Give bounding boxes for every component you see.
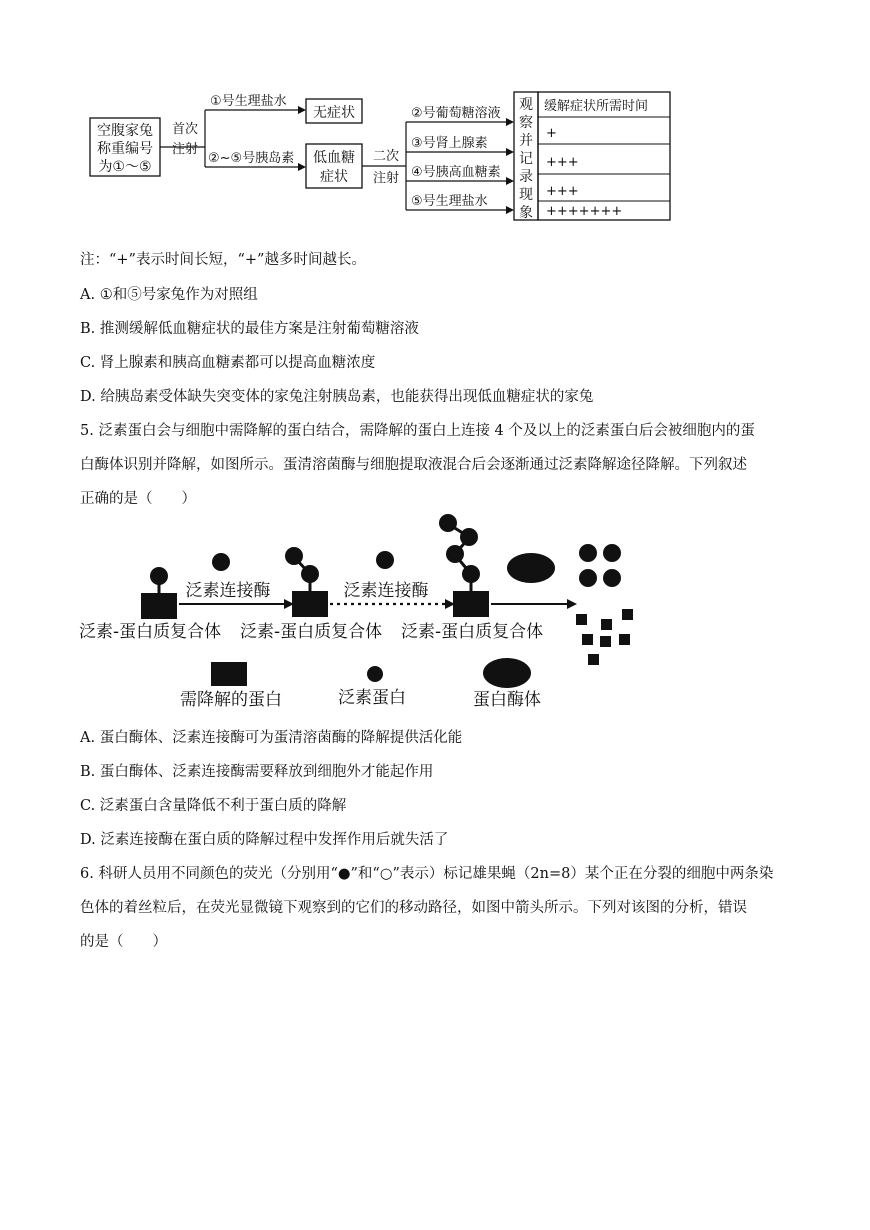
observe-6: 现 bbox=[519, 187, 533, 203]
q5-stem-line-2: 白酶体识别并降解，如图所示。蛋清溶菌酶与细胞提取液混合后会逐渐通过泛素降解途径降解。下列叙述 bbox=[80, 457, 747, 473]
second-inject-2: 注射 bbox=[372, 171, 400, 186]
ubiquitin-1a bbox=[150, 567, 168, 585]
experiment-flowchart bbox=[0, 0, 870, 240]
legend-protein-square bbox=[211, 662, 247, 686]
observe-2: 察 bbox=[519, 115, 533, 131]
q5-stem-line-3: 正确的是（ ） bbox=[80, 491, 196, 507]
observe-4: 记 bbox=[519, 151, 533, 167]
ubiquitin-3d bbox=[439, 514, 457, 532]
branch2-result-1: 低血糖 bbox=[313, 150, 355, 166]
legend-proteasome-label: 蛋白酶体 bbox=[473, 690, 541, 710]
fragment-7 bbox=[588, 654, 599, 665]
released-ubiquitin-4 bbox=[603, 569, 621, 587]
legend-ubiquitin-dot bbox=[367, 666, 383, 682]
start-line-1: 空腹家兔 bbox=[97, 123, 153, 139]
protein-square-2 bbox=[292, 591, 328, 617]
fragment-4 bbox=[582, 634, 593, 645]
fragment-2 bbox=[601, 619, 612, 630]
legend-proteasome-shape bbox=[483, 658, 531, 688]
ubiquitin-pathway-diagram bbox=[0, 510, 870, 720]
q6-stem-line-1: 6. 科研人员用不同颜色的荧光（分别用“●”和“○”表示）标记雄果蝇（2n=8）某个正在分裂的细胞中两条染 bbox=[80, 866, 774, 882]
observe-1: 观 bbox=[519, 97, 533, 113]
legend-ubiquitin-label: 泛素蛋白 bbox=[338, 688, 406, 708]
q4-option-a: A. ①和⑤号家兔作为对照组 bbox=[80, 287, 258, 303]
q4-option-c: C. 肾上腺素和胰高血糖素都可以提高血糖浓度 bbox=[80, 355, 376, 371]
q5-option-b: B. 蛋白酶体、泛素连接酶需要释放到细胞外才能起作用 bbox=[80, 764, 434, 780]
first-inject-2: 注射 bbox=[171, 142, 199, 157]
free-ubiquitin-2 bbox=[376, 551, 394, 569]
released-ubiquitin-1 bbox=[579, 544, 597, 562]
first-inject-1: 首次 bbox=[171, 122, 199, 137]
treatment-3: ③号肾上腺素 bbox=[411, 136, 488, 151]
complex-label-3: 泛素-蛋白质复合体 bbox=[401, 622, 544, 642]
branch1-label: ①号生理盐水 bbox=[210, 94, 287, 109]
observe-7: 象 bbox=[519, 205, 533, 221]
protein-square-3 bbox=[453, 591, 489, 617]
q6-stem-line-2: 色体的着丝粒后，在荧光显微镜下观察到的它们的移动路径，如图中箭头所示。下列对该图的分析，错误 bbox=[80, 900, 747, 916]
complex-label-2: 泛素-蛋白质复合体 bbox=[240, 622, 383, 642]
complex-label-1: 泛素-蛋白质复合体 bbox=[79, 622, 222, 642]
q4-option-d: D. 给胰岛素受体缺失突变体的家兔注射胰岛素，也能获得出现低血糖症状的家兔 bbox=[80, 389, 594, 405]
enzyme-label-1: 泛素连接酶 bbox=[185, 581, 271, 601]
treatment-4: ④号胰高血糖素 bbox=[411, 165, 501, 180]
q4-option-b: B. 推测缓解低血糖症状的最佳方案是注射葡萄糖溶液 bbox=[80, 321, 419, 337]
branch2-label: ②~⑤号胰岛素 bbox=[208, 151, 295, 166]
table-header: 缓解症状所需时间 bbox=[544, 99, 649, 114]
fragment-6 bbox=[619, 634, 630, 645]
enzyme-label-2: 泛素连接酶 bbox=[343, 581, 429, 601]
protein-square-1 bbox=[141, 593, 177, 619]
branch2-result-2: 症状 bbox=[320, 169, 348, 185]
q5-stem-line-1: 5. 泛素蛋白会与细胞中需降解的蛋白结合，需降解的蛋白上连接 4 个及以上的泛素蛋白后会被细胞内的蛋 bbox=[80, 423, 755, 439]
table-value-5: +++++++ bbox=[546, 204, 623, 219]
released-ubiquitin-3 bbox=[579, 569, 597, 587]
q5-option-d: D. 泛素连接酶在蛋白质的降解过程中发挥作用后就失活了 bbox=[80, 832, 449, 848]
treatment-5: ⑤号生理盐水 bbox=[411, 194, 488, 209]
start-line-2: 称重编号 bbox=[97, 141, 153, 157]
legend-protein-label: 需降解的蛋白 bbox=[180, 690, 282, 710]
q5-option-a: A. 蛋白酶体、泛素连接酶可为蛋清溶菌酶的降解提供活化能 bbox=[80, 730, 463, 746]
free-ubiquitin-1 bbox=[212, 553, 230, 571]
second-inject-1: 二次 bbox=[372, 149, 400, 164]
q6-stem-line-3: 的是（ ） bbox=[80, 934, 167, 950]
treatment-2: ②号葡萄糖溶液 bbox=[411, 106, 501, 121]
released-ubiquitin-2 bbox=[603, 544, 621, 562]
fragment-5 bbox=[600, 636, 611, 647]
q5-option-c: C. 泛素蛋白含量降低不利于蛋白质的降解 bbox=[80, 798, 347, 814]
table-value-4: +++ bbox=[546, 184, 579, 199]
fragment-3 bbox=[622, 609, 633, 620]
branch1-result: 无症状 bbox=[313, 105, 355, 121]
proteasome bbox=[507, 553, 555, 583]
flowchart-note: 注：“+”表示时间长短，“+”越多时间越长。 bbox=[80, 252, 366, 268]
start-line-3: 为①～⑤ bbox=[98, 159, 152, 175]
observe-3: 并 bbox=[519, 133, 533, 149]
observe-5: 录 bbox=[519, 169, 533, 185]
fragment-1 bbox=[576, 614, 587, 625]
ubiquitin-2b bbox=[285, 547, 303, 565]
table-value-2: + bbox=[546, 126, 557, 141]
table-value-3: +++ bbox=[546, 155, 579, 170]
